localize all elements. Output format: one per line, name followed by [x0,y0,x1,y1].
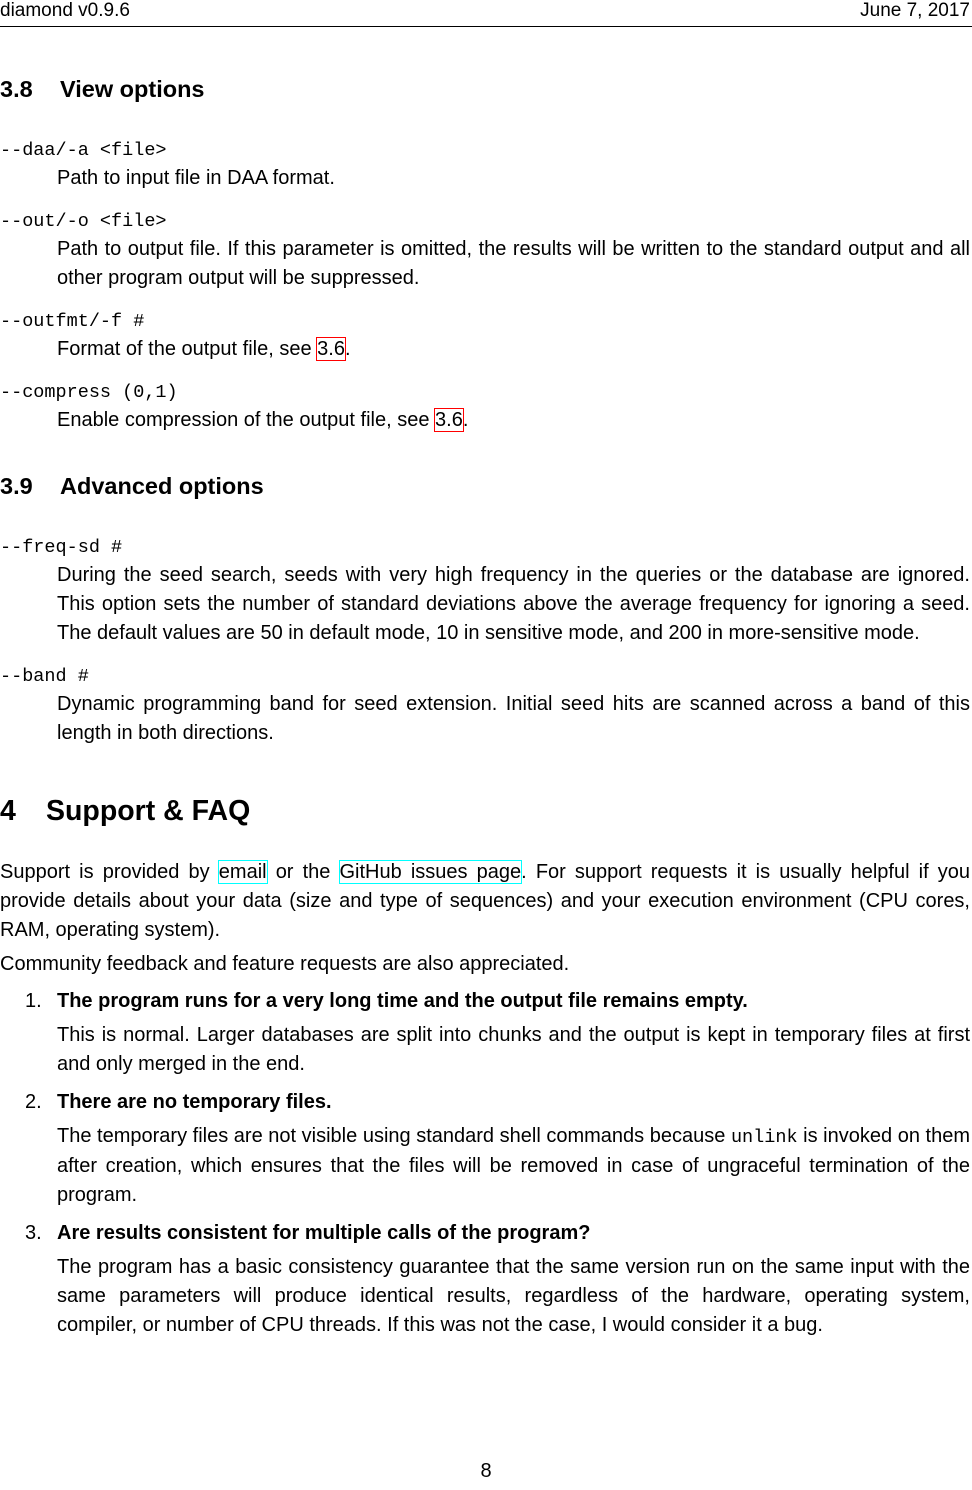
section-heading-3-8: 3.8 View options [0,76,205,102]
faq-number: 2. [25,1091,42,1113]
page-number: 8 [480,1460,492,1482]
header-date: June 7, 2017 [860,0,970,21]
option-outfmt [0,309,970,364]
support-paragraph: Support is provided by email or the GitHub issues page. For support requests it is usually helpful if you provide details about your data (size and type of sequences) and your execution environment (CPU cores, RAM, operating system). [0,861,970,941]
faq-question: There are no temporary files. [57,1091,332,1113]
community-paragraph: Community feedback and feature requests are also appreciated. [0,953,570,975]
option-description: Path to output file. If this parameter is omitted, the results will be written to the standard output and all other program output will be suppressed. [57,238,970,289]
faq-item [0,987,970,1079]
option-name: --outfmt/-f # [0,311,145,332]
option-description: Path to input file in DAA format. [57,167,335,189]
github-issues-link[interactable]: GitHub issues page [339,861,522,883]
inline-code: unlink [730,1127,798,1148]
option-compress [0,380,970,435]
option-name: --freq-sd # [0,537,123,558]
option-description: Format of the output file, see 3.6. [57,338,351,360]
option-band [0,664,970,748]
option-name: --band # [0,666,89,687]
option-name: --daa/-a <file> [0,140,167,161]
section-reference-link[interactable]: 3.6 [435,409,463,431]
faq-question: The program runs for a very long time and the output file remains empty. [57,990,748,1012]
option-freq-sd [0,535,970,648]
header-title: diamond v0.9.6 [0,0,130,21]
option-description: During the seed search, seeds with very high frequency in the queries or the database are ignored. This option sets the number of standard deviations above the average frequency for ignoring a seed. The default values are 50 in default mode, 10 in sensitive mode, and 200 in more-sensitive mode. [57,564,970,644]
section-reference-link[interactable]: 3.6 [317,338,345,360]
option-out [0,209,970,293]
faq-number: 1. [25,990,42,1012]
faq-answer: The program has a basic consistency guarantee that the same version run on the same input with the same parameters will produce identical results, regardless of the hardware, operating system, compiler, or number of CPU threads. If this was not the case, I would consider it a bug. [57,1256,970,1336]
faq-answer: The temporary files are not visible using standard shell commands because unlink is invoked on them after creation, which ensures that the files will be removed in case of ungraceful termination of the program. [57,1125,970,1206]
option-daa [0,138,970,193]
option-description: Dynamic programming band for seed extension. Initial seed hits are scanned across a band of this length in both directions. [57,693,970,744]
email-link[interactable]: email [218,861,267,883]
section-heading-4: 4 Support & FAQ [0,795,251,827]
faq-answer: This is normal. Larger databases are split into chunks and the output is kept in temporary files at first and only merged in the end. [57,1024,970,1075]
option-description: Enable compression of the output file, see 3.6. [57,409,469,431]
faq-number: 3. [25,1222,42,1244]
running-header [0,0,972,27]
faq-item [0,1219,970,1340]
page-content [0,74,970,1340]
faq-list [0,987,970,1340]
faq-question: Are results consistent for multiple calls of the program? [57,1222,591,1244]
option-name: --compress (0,1) [0,382,178,403]
section-heading-3-9: 3.9 Advanced options [0,473,264,499]
faq-item [0,1088,970,1210]
option-name: --out/-o <file> [0,211,167,232]
